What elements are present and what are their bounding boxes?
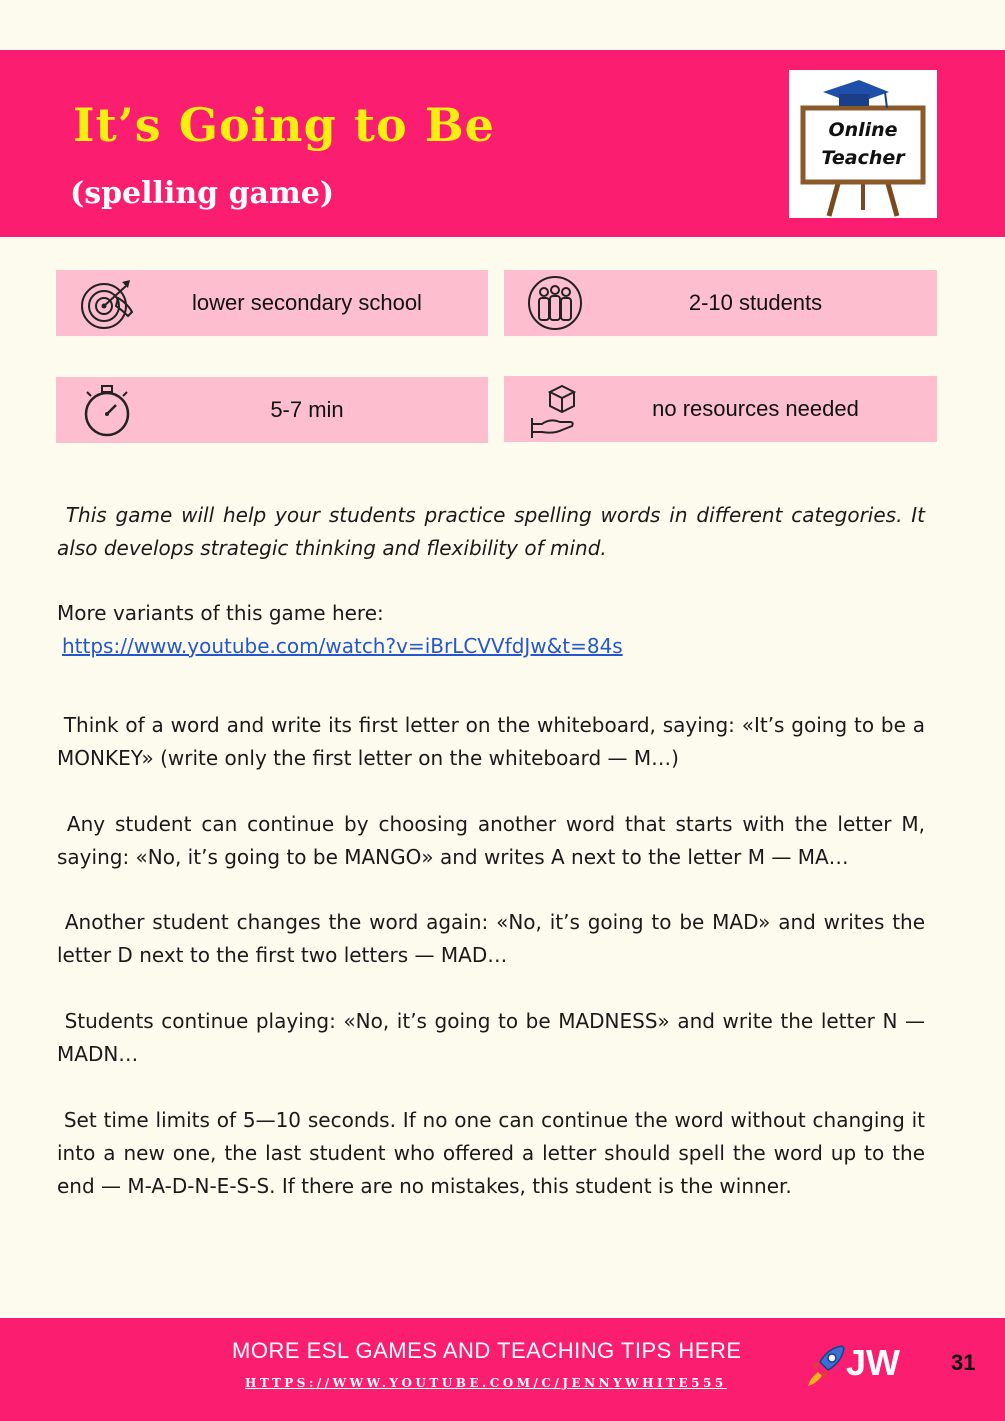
page-title: It’s Going to Be <box>73 98 495 152</box>
variants-block <box>57 597 925 663</box>
info-card-level <box>56 270 488 336</box>
footer-title: MORE ESL GAMES AND TEACHING TIPS HERE <box>232 1338 742 1363</box>
youtube-link[interactable]: https://www.youtube.com/watch?v=iBrLCVVfdJw&t=84s <box>62 634 623 658</box>
logo-text-online: Online <box>828 119 898 141</box>
target-icon <box>78 274 136 332</box>
rule-text-3: Another student changes the word again: «No, it’s going to be MAD» and writes the letter D next to the first two letters — MAD… <box>57 910 926 967</box>
stopwatch-icon <box>78 381 136 439</box>
variants-text: More variants of this game here: <box>57 601 384 625</box>
intro-text: This game will help your students practice spelling words in different categories. It also develops strategic thinking and flexibility of mind. <box>57 503 926 560</box>
rule-paragraph-5 <box>57 1104 925 1203</box>
rule-text-4: Students continue playing: «No, it’s going to be MADNESS» and write the letter N — MADN… <box>57 1009 925 1066</box>
info-card-group-size <box>504 270 937 336</box>
footer-url[interactable]: HTTPS://WWW.YOUTUBE.COM/C/JENNYWHITE555 <box>245 1376 727 1390</box>
rule-paragraph-4 <box>57 1005 925 1071</box>
rocket-icon <box>804 1342 850 1390</box>
jw-brand-logo: JW <box>846 1342 900 1383</box>
page-number: 31 <box>951 1350 976 1375</box>
intro-paragraph <box>57 499 925 565</box>
rule-text-1: Think of a word and write its first letter on the whiteboard, saying: «It’s going to be a MONKEY» (write only the first letter on the whiteboard — M…) <box>57 713 925 770</box>
page-subtitle: (spelling game) <box>70 176 335 211</box>
info-card-resources-label: no resources needed <box>652 396 859 421</box>
info-card-duration-label: 5-7 min <box>270 397 344 422</box>
info-card-resources <box>504 376 937 442</box>
hand-box-icon <box>526 380 584 438</box>
online-teacher-logo <box>789 70 937 218</box>
info-card-duration <box>56 377 488 443</box>
info-card-level-label: lower secondary school <box>192 290 422 315</box>
group-icon <box>526 274 584 332</box>
rule-text-2: Any student can continue by choosing another word that starts with the letter M, saying: «No, it’s going to be MANGO» and writes A next to the letter M — MA… <box>57 812 926 869</box>
rule-paragraph-2 <box>57 808 925 874</box>
info-card-group-size-label: 2-10 students <box>688 290 823 315</box>
logo-text-teacher: Teacher <box>821 147 905 169</box>
rule-paragraph-3 <box>57 906 925 972</box>
rule-paragraph-1 <box>57 709 925 775</box>
rule-text-5: Set time limits of 5—10 seconds. If no one can continue the word without changing it into a new one, the last student who offered a letter should spell the word up to the end — M-A-D-N-E-S-S. If there are no mistakes, this student is the winner. <box>57 1108 925 1198</box>
